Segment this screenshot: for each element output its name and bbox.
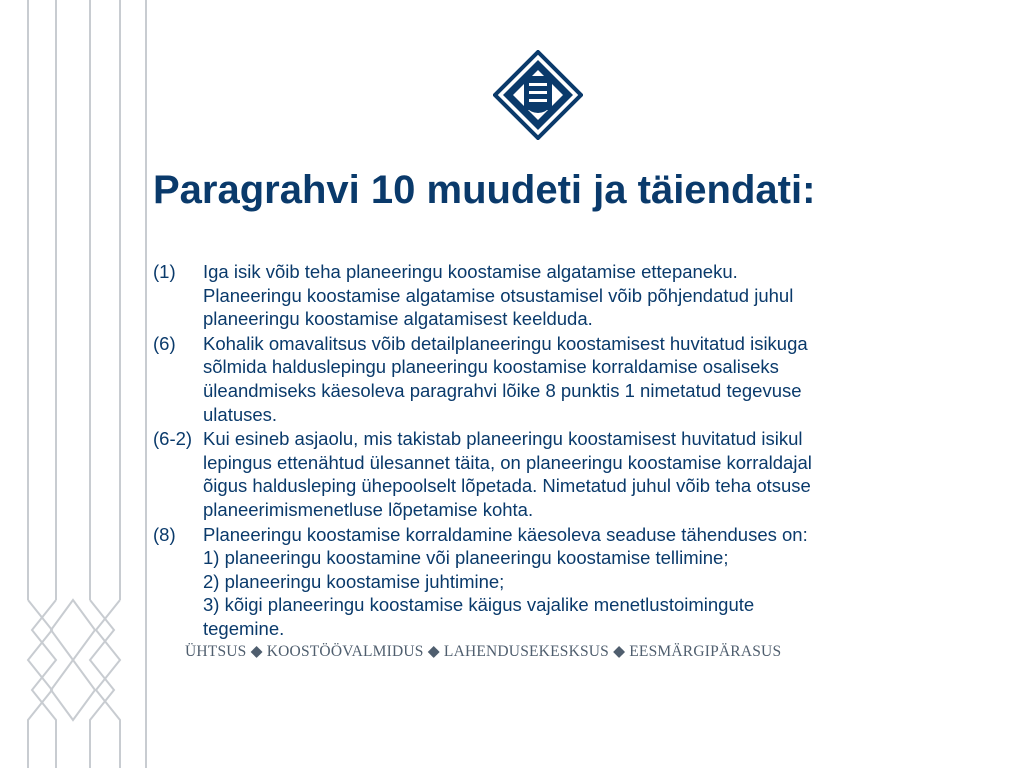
paragraph-line: Kui esineb asjaolu, mis takistab planeeringu koostamisest huvitatud isikul [203, 428, 803, 450]
paragraph-line: üleandmiseks käesoleva paragrahvi lõike 8 punktis 1 nimetatud tegevuse [203, 379, 802, 401]
paragraph-line: 2) planeeringu koostamise juhtimine; [203, 570, 505, 592]
paragraph-line: õigus haldusleping ühepoolselt lõpetada. Nimetatud juhul võib teha otsuse [203, 475, 811, 497]
paragraph-line: planeerimismenetluse lõpetamise kohta. [203, 498, 534, 520]
paragraph-number: (8) [153, 523, 176, 545]
coat-of-arms-icon [493, 50, 583, 140]
paragraph-list [153, 260, 983, 642]
paragraph-line: sõlmida halduslepingu planeeringu koostamise korraldamise osaliseks [203, 356, 779, 378]
paragraph-1 [153, 260, 983, 331]
paragraph-line: Planeeringu koostamise korraldamine käesoleva seaduse tähenduses on: [203, 523, 808, 545]
paragraph-line: lepingus ettenähtud ülesannet täita, on planeeringu koostamise korraldajal [203, 451, 812, 473]
slide-title: Paragrahvi 10 muudeti ja täiendati: [153, 168, 816, 212]
paragraph-line: ulatuses. [203, 403, 278, 425]
paragraph-number: (1) [153, 261, 176, 282]
paragraph-number: (6) [153, 332, 176, 354]
paragraph-line: tegemine. [203, 617, 285, 639]
paragraph-line: Kohalik omavalitsus võib detailplaneeringu koostamisest huvitatud isikuga [203, 332, 808, 354]
paragraph-line: 1) planeeringu koostamine või planeeringu koostamise tellimine; [203, 547, 729, 569]
paragraph-line: 3) kõigi planeeringu koostamise käigus vajalike menetlustoimingute [203, 594, 755, 616]
paragraph-line: Iga isik võib teha planeeringu koostamise algatamise ettepaneku. [203, 261, 738, 282]
paragraph-6-2 [153, 427, 983, 521]
paragraph-6 [153, 332, 983, 426]
motto-footer: ÜHTSUS ◆ KOOSTÖÖVALMIDUS ◆ LAHENDUSEKESKSUS ◆ EESMÄRGIPÄRASUS [185, 643, 782, 660]
paragraph-line: planeeringu koostamise algatamisest keelduda. [203, 308, 593, 330]
paragraph-8 [153, 523, 983, 641]
paragraph-line: Planeeringu koostamise algatamise otsustamisel võib põhjendatud juhul [203, 284, 794, 306]
decorative-border [0, 0, 150, 768]
paragraph-number: (6-2) [153, 428, 193, 450]
